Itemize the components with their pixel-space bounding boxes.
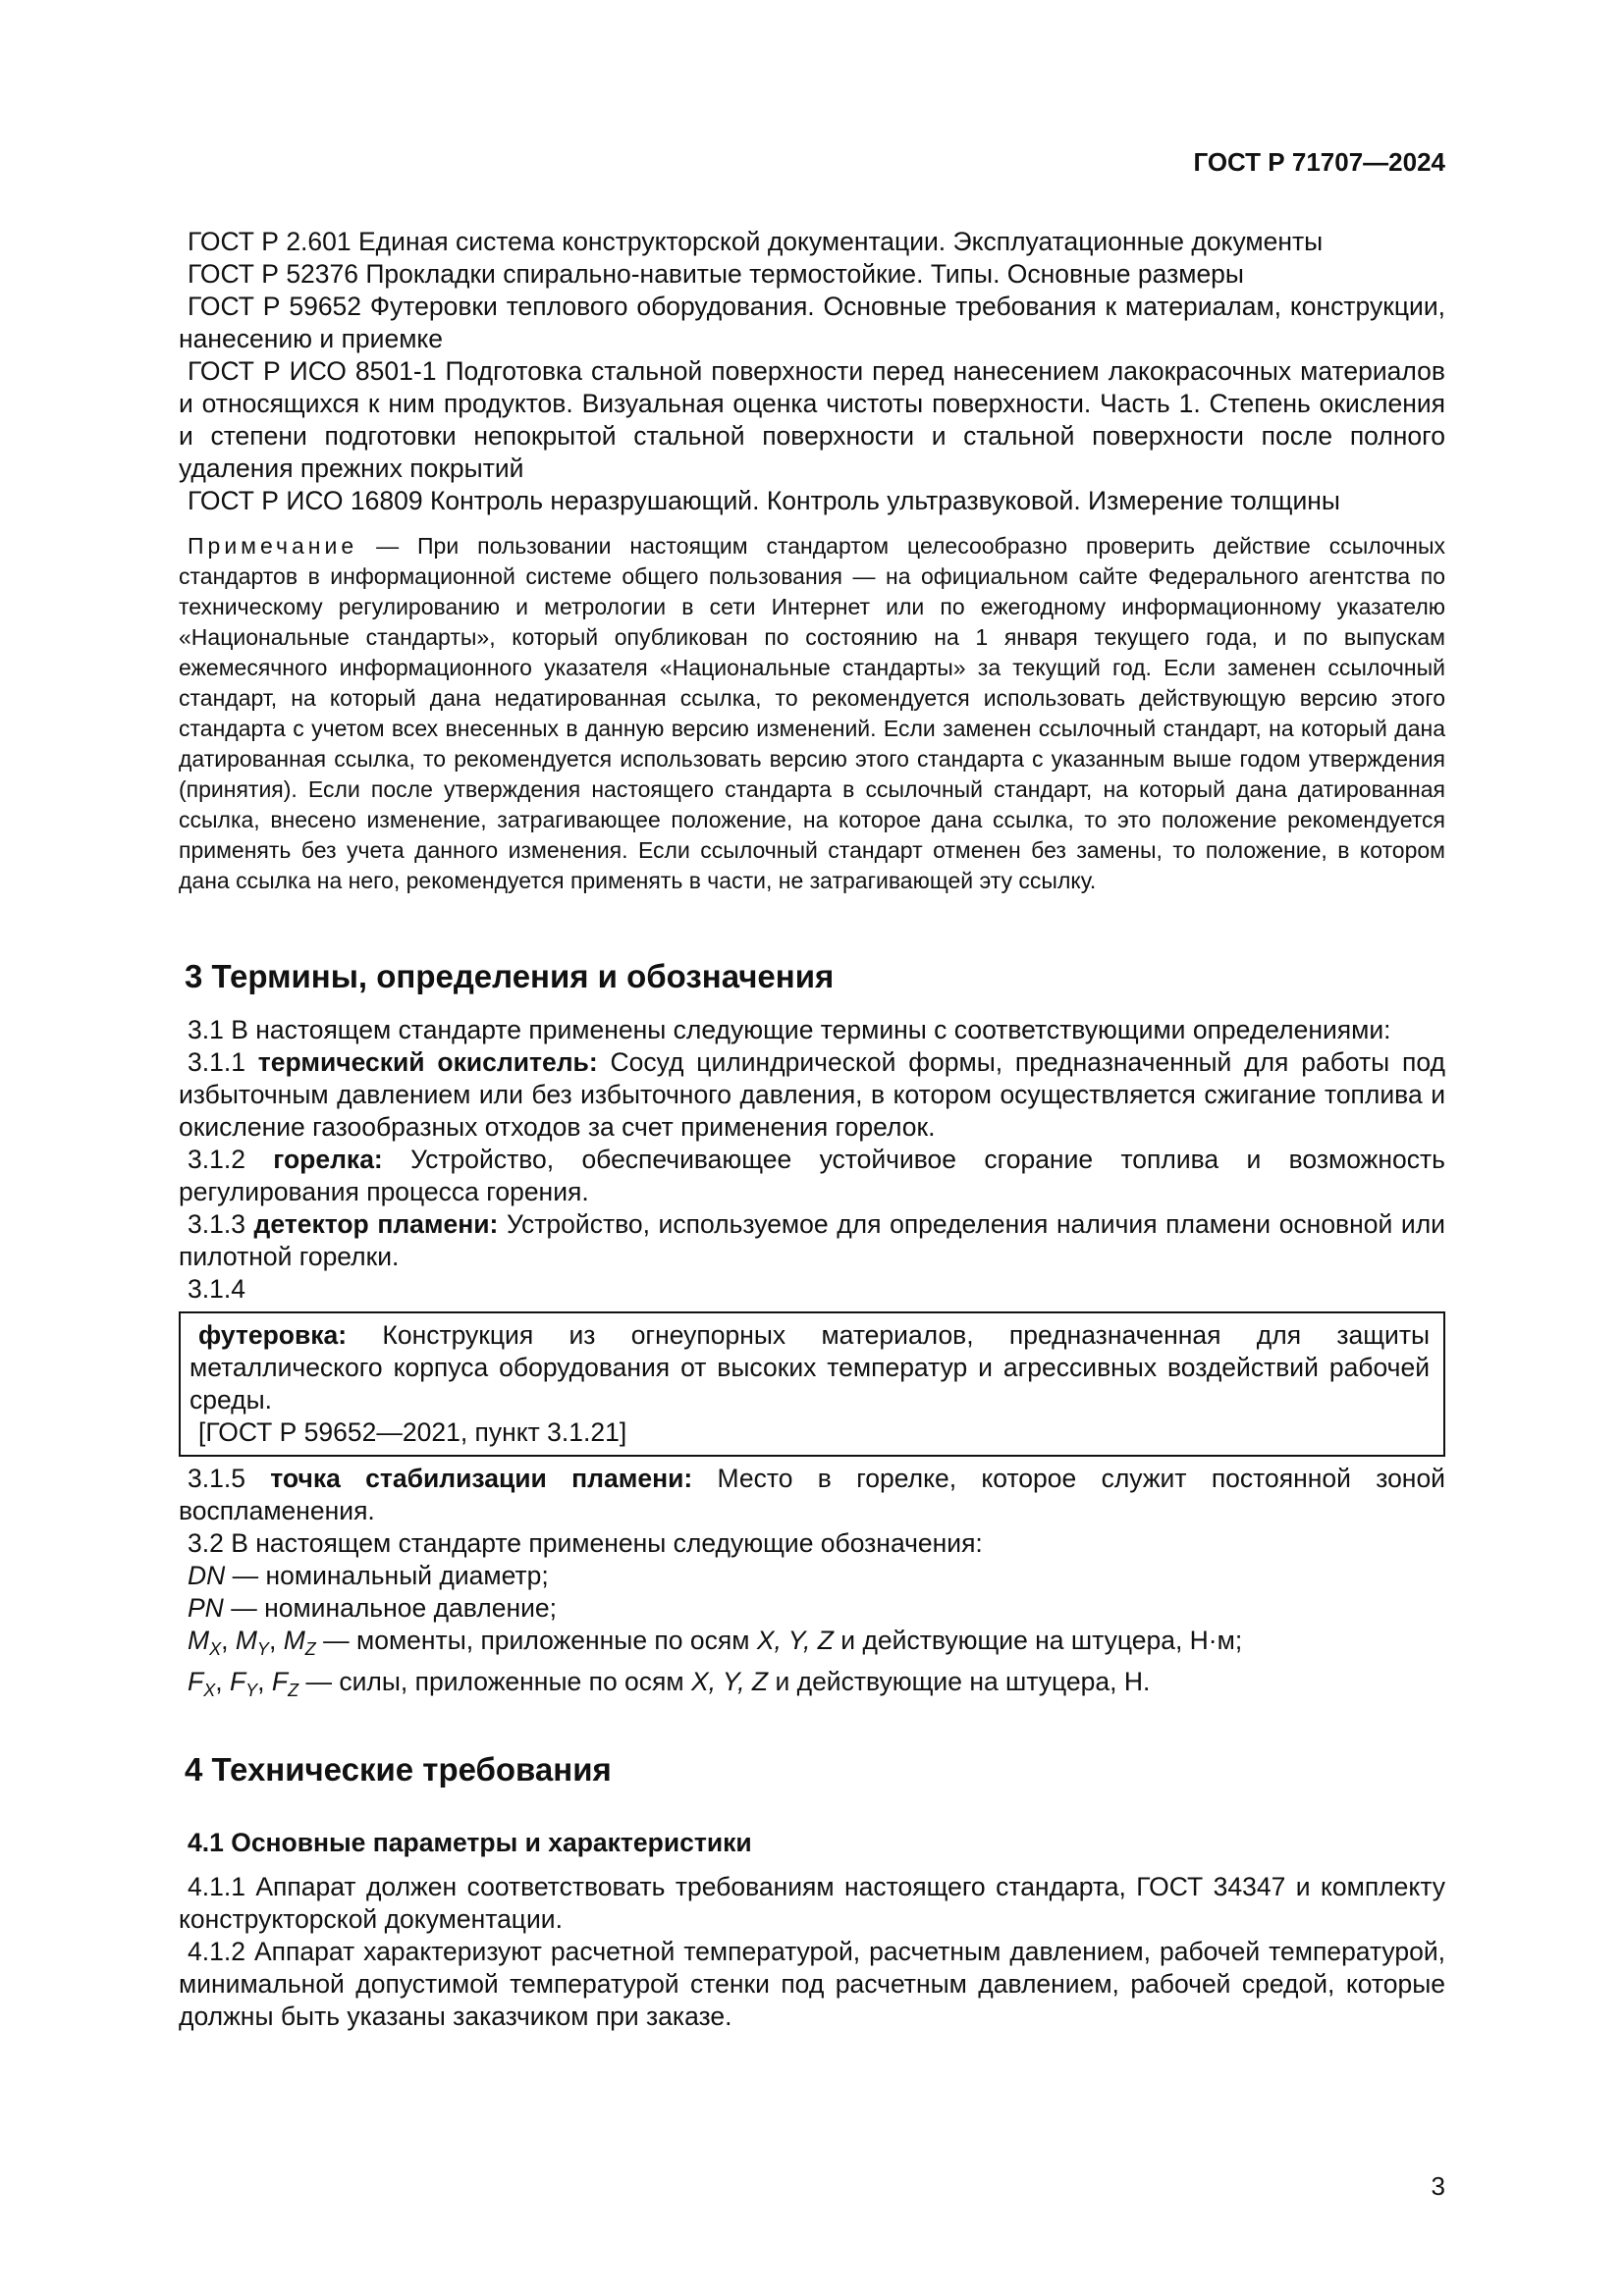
term-3-1-3 [179,1208,1445,1273]
subscript: X [209,1639,222,1659]
symbol: M [283,1626,305,1655]
symbol: F [271,1667,289,1696]
term-name: детектор пламени: [253,1209,499,1239]
symbol: M [188,1626,210,1655]
term-number: 3.1.1 [188,1047,245,1077]
symbol-definition: — номинальный диаметр; [232,1561,549,1590]
page-number: 3 [1431,2171,1445,2201]
term-number: 3.1.2 [188,1145,245,1174]
term-definition: Устройство, используемое для определения наличия пламени основной или пилотной горелки. [179,1209,1445,1271]
term-definition: Конструкция из огнеупорных материалов, предназначенная для защиты металлического корпуса оборудования от высоких температур и агрессивных воздействий рабочей среды. [189,1320,1430,1415]
document-id-header: ГОСТ Р 71707—2024 [1193,147,1445,177]
subscript: Y [245,1681,258,1700]
subscript: X [203,1681,216,1700]
paragraph-3-2: 3.2 В настоящем стандарте применены следующие обозначения: [188,1528,983,1558]
symbol-moments [179,1625,1445,1666]
quoted-term-box [179,1311,1445,1457]
separator: , [268,1626,277,1655]
separator: , [257,1667,265,1696]
symbol-definition: и действующие на штуцера, Н·м; [840,1626,1243,1655]
term-name: футеровка: [198,1320,348,1350]
reference-item: ГОСТ Р 2.601 Единая система конструкторской документации. Эксплуатационные документы [188,227,1324,256]
separator: , [215,1667,223,1696]
note-label: Примечание [188,533,358,559]
term-definition: Место в горелке, которое служит постоянной зоной воспламенения. [179,1464,1445,1525]
term-number: 3.1.5 [188,1464,245,1493]
symbol-definition: — моменты, приложенные по осям [323,1626,750,1655]
symbol: DN [188,1561,226,1590]
note-text: При пользовании настоящим стандартом целесообразно проверить действие ссылочных стандартов в информационной системе общего пользования — на официальном сайте Федерального агентства по техническому регулированию и метрологии в сети Интернет или по ежегодному информационному указателю «Национальные стандарты», который опубликован по состоянию на 1 января текущего года, и по выпускам ежемесячного информационного указателя «Национальные стандарты» за текущий год. Если заменен ссылочный стандарт, на который дана недатированная ссылка, то рекомендуется использовать действующую версию этого стандарта с учетом всех внесенных в данную версию изменений. Если заменен ссылочный стандарт, на который дана датированная ссылка, то рекомендуется использовать версию этого стандарта с указанным выше годом утверждения (принятия). Если после утверждения настоящего стандарта в ссылочный стандарт, на который дана датированная ссылка, внесено изменение, затрагивающее положение, на которое дана ссылка, то это положение рекомендуется применять без учета данного изменения. Если ссылочный стандарт отменен без замены, то положение, в котором дана ссылка на него, рекомендуется применять в части, не затрагивающей эту ссылку. [179,533,1445,893]
symbol-definition: и действующие на штуцера, Н. [775,1667,1151,1696]
reference-item: ГОСТ Р 59652 Футеровки теплового оборудования. Основные требования к материалам, конструкции, нанесению и приемке [179,292,1445,353]
symbol-definition: — номинальное давление; [231,1593,557,1623]
symbol: F [229,1667,246,1696]
axes: X, Y, Z [690,1667,769,1696]
paragraph-4-1-2: 4.1.2 Аппарат характеризуют расчетной температурой, расчетным давлением, рабочей температурой, минимальной допустимой температурой стенки под расчетным давлением, рабочей средой, которые должны быть указаны заказчиком при заказе. [179,1937,1445,2031]
term-definition: Устройство, обеспечивающее устойчивое сгорание топлива и возможность регулирования процесса горения. [179,1145,1445,1206]
section-3-title: 3 Термины, определения и обозначения [185,958,835,994]
term-name: горелка: [273,1145,383,1174]
term-3-1-4-number: 3.1.4 [188,1274,245,1304]
term-source: [ГОСТ Р 59652—2021, пункт 3.1.21] [198,1417,627,1447]
term-number: 3.1.3 [188,1209,245,1239]
reference-item: ГОСТ Р ИСО 16809 Контроль неразрушающий. Контроль ультразвуковой. Измерение толщины [188,486,1340,515]
subscript: Y [256,1639,269,1659]
note-paragraph: Примечание — При пользовании настоящим стандартом целесообразно проверить действие ссылочных стандартов в информационной системе общего пользования — на официальном сайте Федерального агентства по техническому регулированию и метрологии в сети Интернет или по ежегодному информационному указателю «Национальные стандарты», который опубликован по состоянию на 1 января текущего года, и по выпускам ежемесячного информационного указателя «Национальные стандарты» за текущий год. Если заменен ссылочный стандарт, на который дана недатированная ссылка, то рекомендуется использовать действующую версию этого стандарта с учетом всех внесенных в данную версию изменений. Если заменен ссылочный стандарт, на который дана датированная ссылка, то рекомендуется использовать версию этого стандарта с указанным выше годом утверждения (принятия). Если после утверждения настоящего стандарта в ссылочный стандарт, на который дана датированная ссылка, внесено изменение, затрагивающее положение, на которое дана ссылка, то это положение рекомендуется применять без учета данного изменения. Если ссылочный стандарт отменен без замены, то положение, в котором дана ссылка на него, рекомендуется применять в части, не затрагивающей эту ссылку. [179,533,1445,893]
term-definition: Сосуд цилиндрической формы, предназначенный для работы под избыточным давлением или без избыточного давления, в котором осуществляется сжигание топлива и окисление газообразных отходов за счет применения горелок. [179,1047,1445,1142]
paragraph-4-1-1: 4.1.1 Аппарат должен соответствовать требованиям настоящего стандарта, ГОСТ 34347 и комплекту конструкторской документации. [179,1872,1445,1934]
term-3-1-1 [179,1046,1445,1144]
symbol-forces [179,1666,1445,1707]
term-name: точка стабилизации пламени: [270,1464,693,1493]
axes: X, Y, Z [756,1626,834,1655]
term-3-1-2 [179,1144,1445,1208]
subscript: Z [288,1681,299,1700]
section-4-title: 4 Технические требования [185,1751,612,1788]
symbol-dn [179,1560,1445,1592]
term-3-1-5 [179,1463,1445,1527]
reference-item: ГОСТ Р ИСО 8501-1 Подготовка стальной поверхности перед нанесением лакокрасочных материалов и относящихся к ним продуктов. Визуальная оценка чистоты поверхности. Часть 1. Степень окисления и степени подготовки непокрытой стальной поверхности и стальной поверхности после полного удаления прежних покрытий [179,356,1445,483]
symbol: PN [188,1593,224,1623]
symbol-pn [179,1592,1445,1625]
separator: , [221,1626,229,1655]
subscript: Z [304,1639,316,1659]
reference-item: ГОСТ Р 52376 Прокладки спирально-навитые термостойкие. Типы. Основные размеры [188,259,1244,289]
symbol: M [235,1626,257,1655]
document-body [179,226,1445,2033]
symbol-definition: — силы, приложенные по осям [305,1667,684,1696]
paragraph-3-1: 3.1 В настоящем стандарте применены следующие термины с соответствующими определениями: [188,1015,1391,1044]
symbol: F [188,1667,204,1696]
term-name: термический окислитель: [257,1047,598,1077]
term-3-1-4 [189,1319,1430,1416]
subsection-4-1-title: 4.1 Основные параметры и характеристики [188,1828,752,1857]
